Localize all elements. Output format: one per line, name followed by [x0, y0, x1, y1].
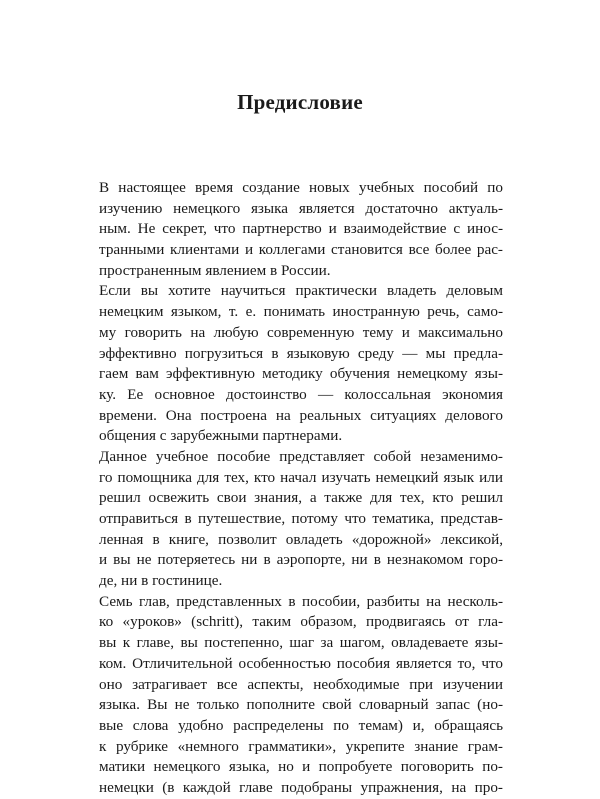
text-line: ку. Ее основное достоинство — колоссальная экономия: [99, 385, 503, 403]
text-line: де, ни в гостинице.: [99, 572, 223, 590]
page-title: Предисловие: [237, 90, 363, 114]
text-line: к рубрике «немного грамматики», укрепите знание грам-: [99, 737, 503, 755]
text-line: му говорить на любую современную тему и максимально: [99, 323, 503, 341]
text-line: языка. Вы не только пополните свой словарный запас (но-: [99, 696, 503, 714]
text-line: ком. Отличительной особенностью пособия является то, что: [99, 654, 503, 672]
text-line: гаем вам эффективную методику обучения немецкому язы-: [99, 365, 503, 383]
text-line: транными клиентами и коллегами становится все более рас-: [99, 241, 503, 259]
text-line: матики немецкого языка, но и попробуете поговорить по-: [99, 758, 503, 776]
text-line: немецки (в каждой главе подобраны упражнения, на про-: [99, 778, 503, 796]
text-line: решил освежить свои знания, а также для тех, кто решил: [99, 489, 503, 507]
text-line: В настоящее время создание новых учебных пособий по: [99, 179, 503, 196]
text-line: оно затрагивает все аспекты, необходимые при изучении: [99, 675, 503, 693]
text-line: вы к главе, вы постепенно, шаг за шагом, овладеваете язы-: [99, 634, 503, 652]
text-line: отправиться в путешествие, потому что тематика, представ-: [99, 510, 503, 527]
text-line: Если вы хотите научиться практически владеть деловым: [99, 282, 503, 300]
text-line: общения с зарубежными партнерами.: [99, 427, 343, 445]
text-line: изучению немецкого языка является достаточно актуаль-: [99, 199, 503, 217]
text-line: ленная в книге, позволит овладеть «дорожной» лексикой,: [99, 530, 503, 548]
body-text: [99, 178, 503, 799]
text-line: ко «уроков» (schritt), таким образом, продвигаясь от гла-: [99, 613, 503, 631]
text-line: Данное учебное пособие представляет собой незаменимо-: [99, 447, 503, 465]
text-line: времени. Она построена на реальных ситуациях делового: [99, 406, 503, 424]
text-line: немецким языком, т. е. понимать иностранную речь, само-: [99, 303, 503, 321]
text-line: го помощника для тех, кто начал изучать немецкий язык или: [99, 468, 503, 486]
text-line: пространенным явлением в России.: [99, 261, 331, 279]
text-line: ным. Не секрет, что партнерство и взаимодействие с инос-: [99, 220, 503, 238]
text-line: Семь глав, представленных в пособии, разбиты на несколь-: [99, 592, 503, 610]
text-line: эффективно погрузиться в языковую среду — мы предла-: [99, 344, 503, 362]
text-line: вые слова удобно распределены по темам) и, обращаясь: [99, 716, 503, 734]
text-line: и вы не потеряетесь ни в аэропорте, ни в незнакомом горо-: [99, 551, 503, 569]
